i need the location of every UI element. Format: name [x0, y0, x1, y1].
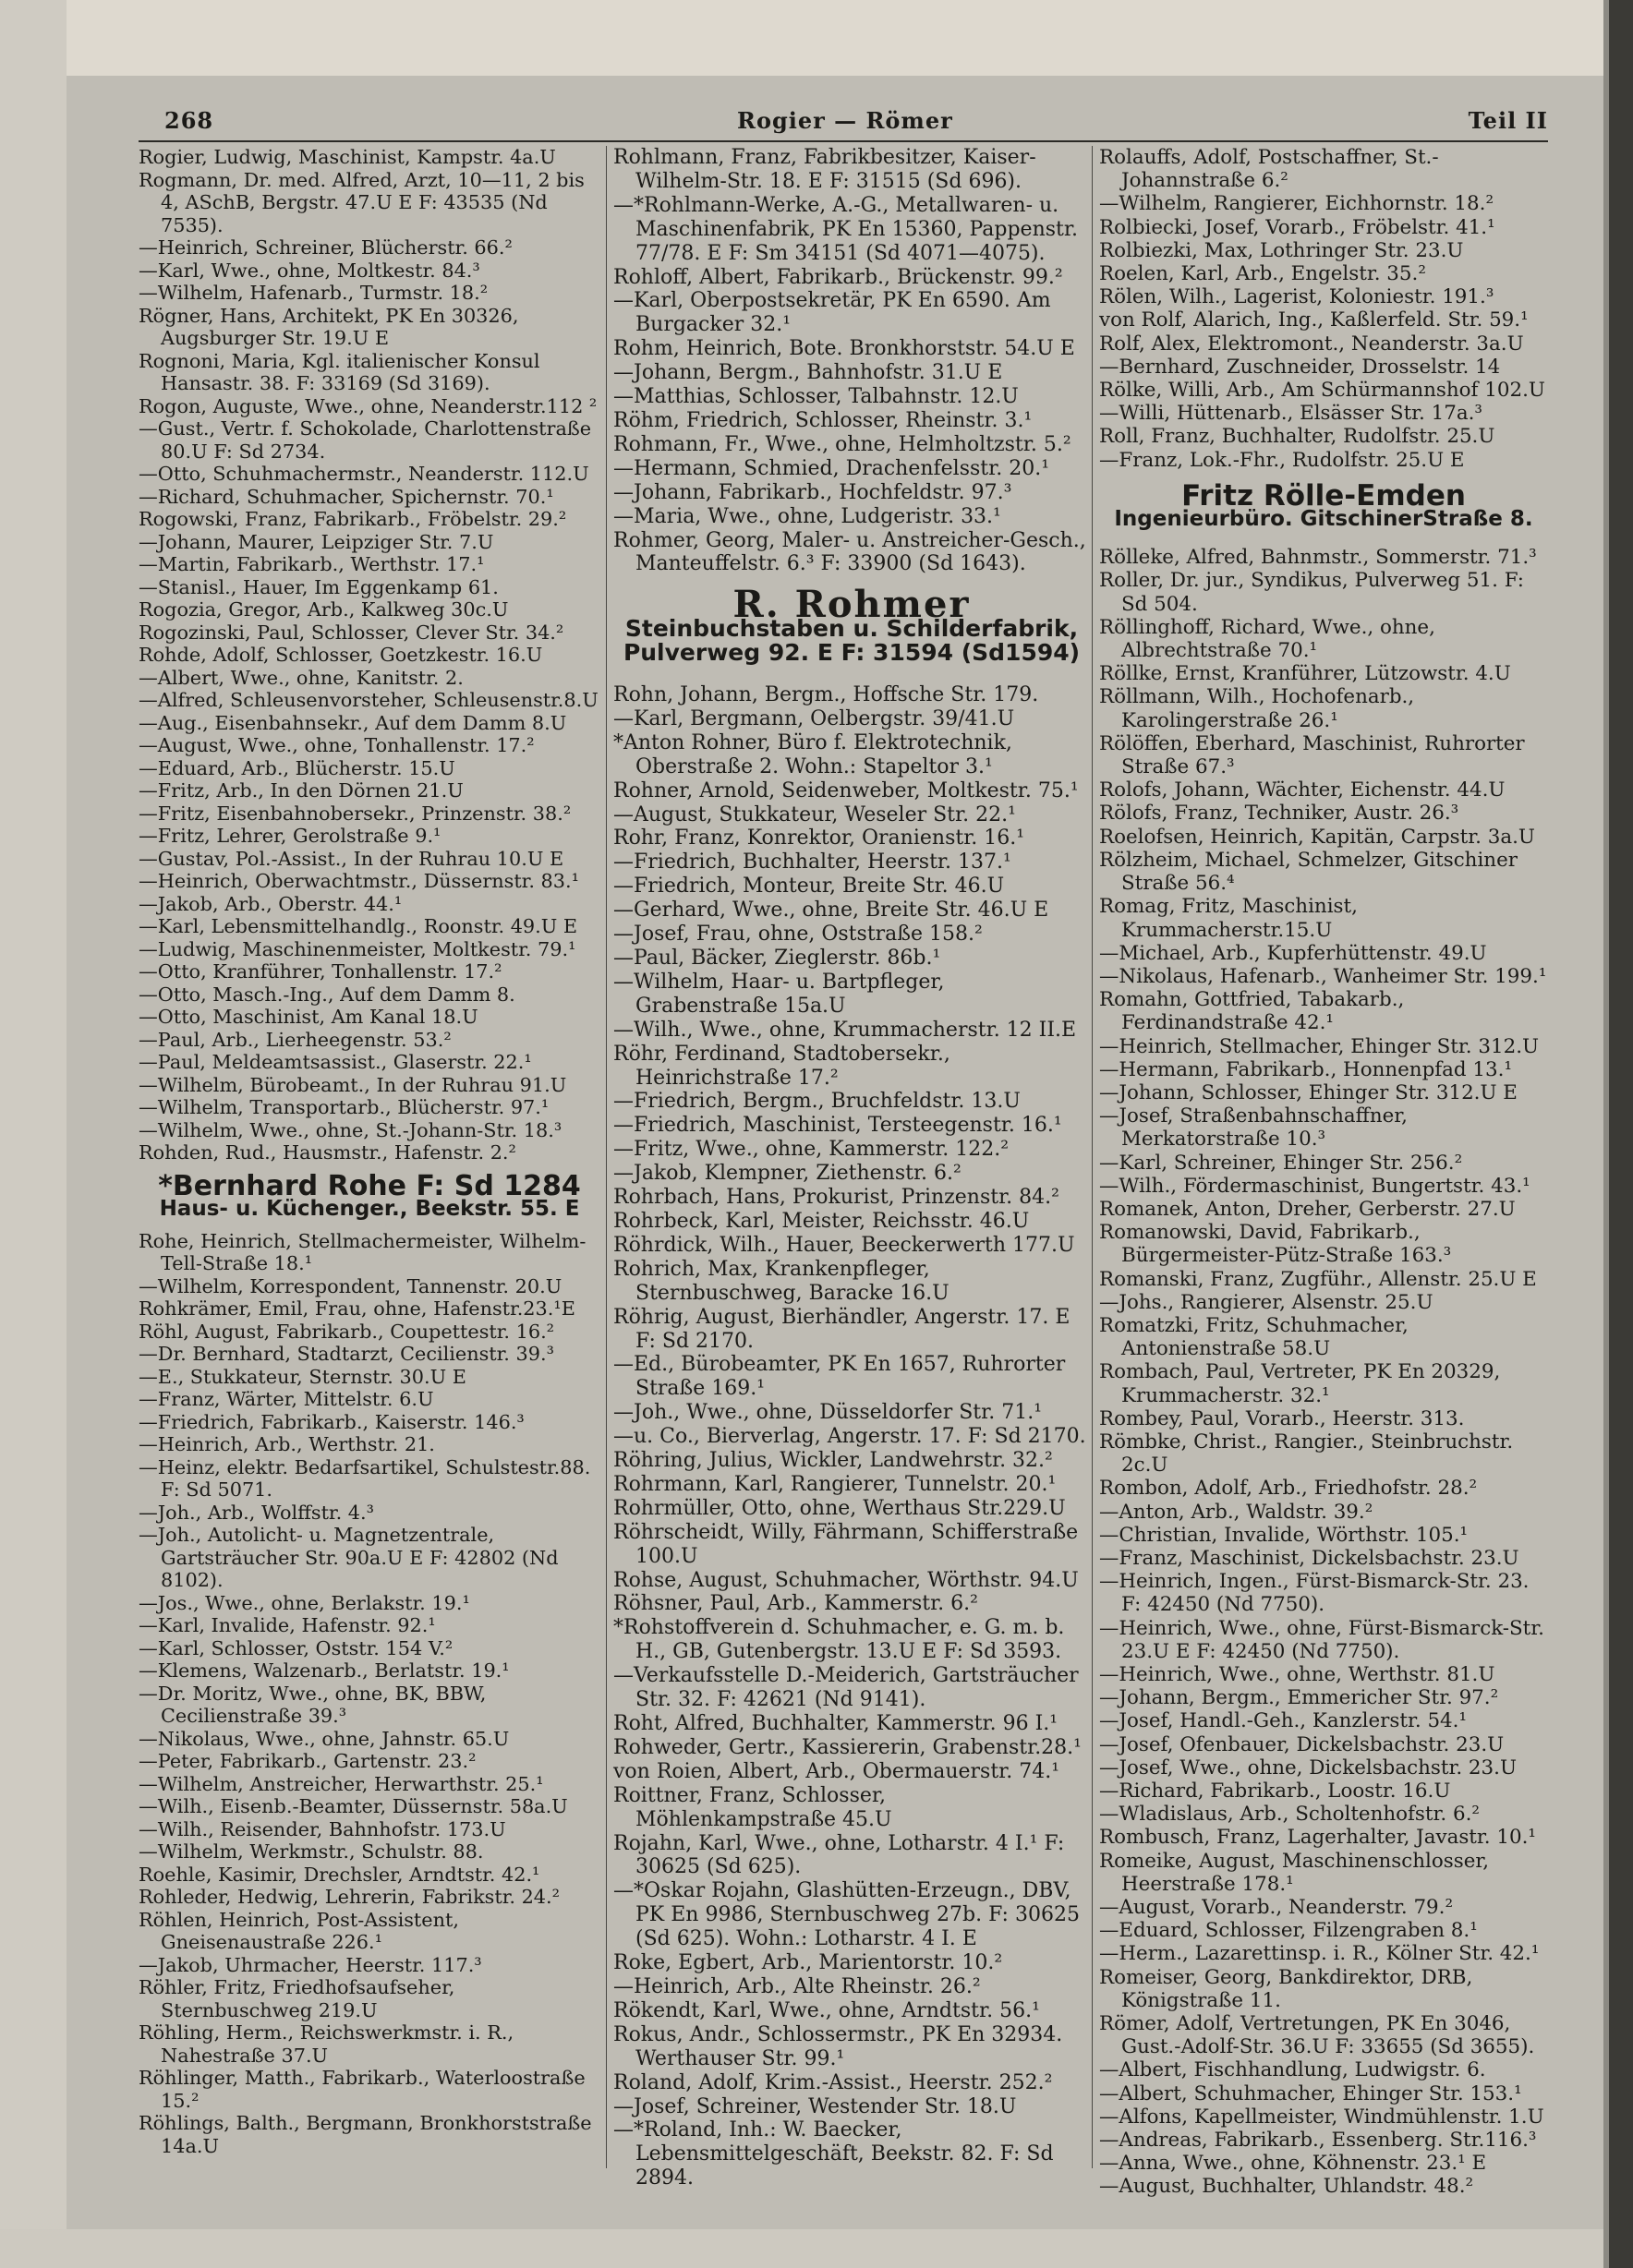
- directory-entry: —Friedrich, Buchhalter, Heerstr. 137.¹: [613, 850, 1011, 875]
- directory-entry: —Wilhelm, Anstreicher, Herwarthstr. 25.¹: [139, 1772, 544, 1795]
- directory-entry: —Karl, Oberpostsekretär, PK En 6590. Am Burgacker 32.¹: [613, 289, 1051, 337]
- advertisement: [613, 583, 1090, 667]
- directory-entry: —Karl, Schlosser, Oststr. 154 V.²: [139, 1636, 454, 1659]
- directory-entry: —*Oskar Rojahn, Glashütten-Erzeugn., DBV, PK En 9986, Sternbuschweg 27b. F: 30625 (Sd 625). Wohn.: Lotharstr. 4 I. E: [613, 1879, 1080, 1951]
- directory-entry: Röhr, Ferdinand, Stadtobersekr., Heinrichstraße 17.²: [613, 1042, 950, 1090]
- directory-entry: —Martin, Fabrikarb., Werthstr. 17.¹: [139, 553, 485, 575]
- directory-entry: Rombusch, Franz, Lagerhalter, Javastr. 10.¹: [1099, 1826, 1536, 1850]
- directory-entry: —Heinrich, Oberwachtmstr., Düssernstr. 83.¹: [139, 870, 579, 892]
- directory-entry: —Wilhelm, Haar- u. Bartpfleger, Grabenstraße 15a.U: [613, 970, 945, 1018]
- directory-entry: Rombey, Paul, Vorarb., Heerstr. 313.: [1099, 1406, 1465, 1430]
- directory-entry: —Alfons, Kapellmeister, Windmühlenstr. 1.U: [1099, 2105, 1544, 2129]
- directory-entry: Rohloff, Albert, Fabrikarb., Brückenstr. 99.²: [613, 265, 1063, 289]
- directory-entry: Rohrbeck, Karl, Meister, Reichsstr. 46.U: [613, 1209, 1030, 1233]
- directory-entry: Rohleder, Hedwig, Lehrerin, Fabrikstr. 24.²: [139, 1886, 560, 1908]
- directory-entry: —Jakob, Uhrmacher, Heerstr. 117.³: [139, 1953, 482, 1976]
- directory-entry: Rohlmann, Franz, Fabrikbesitzer, Kaiser-Wilhelm-Str. 18. E F: 31515 (Sd 696).: [613, 146, 1036, 193]
- directory-entry: —Wilhelm, Hafenarb., Turmstr. 18.²: [139, 282, 489, 304]
- directory-entry: Rogozinski, Paul, Schlosser, Clever Str. 34.²: [139, 621, 564, 644]
- directory-entry: —Josef, Schreiner, Westender Str. 18.U: [613, 2094, 1017, 2118]
- directory-entry: Rohrmann, Karl, Rangierer, Tunnelstr. 20.¹: [613, 1472, 1057, 1496]
- directory-entry: Rogozia, Gregor, Arb., Kalkweg 30c.U: [139, 598, 509, 621]
- directory-entry: —Aug., Eisenbahnsekr., Auf dem Damm 8.U: [139, 711, 567, 734]
- directory-entry: Roelen, Karl, Arb., Engelstr. 35.²: [1099, 262, 1426, 286]
- directory-entry: —Fritz, Lehrer, Gerolstraße 9.¹: [139, 825, 442, 847]
- directory-entry: Roehle, Kasimir, Drechsler, Arndtstr. 42.¹: [139, 1863, 540, 1886]
- directory-entry: —Friedrich, Monteur, Breite Str. 46.U: [613, 875, 1005, 899]
- directory-entry: —Wladislaus, Arb., Scholtenhofstr. 6.²: [1099, 1803, 1480, 1827]
- directory-entry: Röhsner, Paul, Arb., Kammerstr. 6.²: [613, 1592, 978, 1616]
- directory-entry: Röhrig, August, Bierhändler, Angerstr. 17. E F: Sd 2170.: [613, 1305, 1071, 1353]
- directory-entry: —August, Vorarb., Neanderstr. 79.²: [1099, 1896, 1454, 1920]
- directory-entry: Rohrmüller, Otto, ohne, Werthaus Str.229.U: [613, 1496, 1066, 1520]
- directory-entry: —Maria, Wwe., ohne, Ludgeristr. 33.¹: [613, 504, 1001, 528]
- directory-entry: —Gerhard, Wwe., ohne, Breite Str. 46.U E: [613, 899, 1049, 923]
- directory-entry: Romag, Fritz, Maschinist, Krummacherstr.15.U: [1099, 895, 1358, 942]
- directory-entry: Rölofs, Franz, Techniker, Austr. 26.³: [1099, 802, 1459, 826]
- directory-entry: —Nikolaus, Hafenarb., Wanheimer Str. 199.¹: [1099, 964, 1547, 988]
- directory-entry: Röhlings, Balth., Bergmann, Bronkhorststraße 14a.U: [139, 2112, 592, 2157]
- directory-entry: —Ludwig, Maschinenmeister, Moltkestr. 79.¹: [139, 937, 576, 960]
- directory-entry: —Josef, Ofenbauer, Dickelsbachstr. 23.U: [1099, 1732, 1505, 1756]
- directory-entry: Röllinghoff, Richard, Wwe., ohne, Albrechtstraße 70.¹: [1099, 615, 1435, 663]
- directory-entry: —u. Co., Bierverlag, Angerstr. 17. F: Sd 2170.: [613, 1425, 1086, 1449]
- directory-entry: —Wilhelm, Korrespondent, Tannenstr. 20.U: [139, 1274, 562, 1297]
- directory-entry: Röhler, Fritz, Friedhofsaufseher, Sternbuschweg 219.U: [139, 1976, 455, 2021]
- directory-entry: —Karl, Bergmann, Oelbergstr. 39/41.U: [613, 706, 1015, 730]
- directory-entry: Roittner, Franz, Schlosser, Möhlenkampstraße 45.U: [613, 1783, 892, 1831]
- directory-entry: —Paul, Arb., Lierheegenstr. 53.²: [139, 1028, 452, 1051]
- advertisement: [139, 1169, 600, 1221]
- directory-entry: —Christian, Invalide, Wörthstr. 105.¹: [1099, 1523, 1469, 1547]
- directory-entry: Rogmann, Dr. med. Alfred, Arzt, 10—11, 2 bis 4, ASchB, Bergstr. 47.U E F: 43535 (Nd 7535).: [139, 168, 585, 236]
- directory-entry: Rölleke, Alfred, Bahnmstr., Sommerstr. 71.³: [1099, 546, 1537, 570]
- directory-entry: Rohmer, Georg, Maler- u. Anstreicher-Gesch., Manteuffelstr. 6.³ F: 33900 (Sd 1643).: [613, 528, 1086, 576]
- scan-margin-bottom: [0, 2229, 1633, 2268]
- directory-entry: —August, Stukkateur, Weseler Str. 22.¹: [613, 802, 1016, 826]
- directory-entry: Röhring, Julius, Wickler, Landwehrstr. 32.²: [613, 1449, 1053, 1473]
- directory-entry: Rölzheim, Michael, Schmelzer, Gitschiner Straße 56.⁴: [1099, 848, 1518, 896]
- directory-entry: —Bernhard, Zuschneider, Drosselstr. 14: [1099, 355, 1501, 379]
- advertisement: [1099, 478, 1548, 532]
- directory-entry: —Otto, Maschinist, Am Kanal 18.U: [139, 1006, 478, 1028]
- directory-entry: von Roien, Albert, Arb., Obermauerstr. 74.¹: [613, 1759, 1060, 1783]
- directory-entry: —Heinrich, Wwe., ohne, Werthstr. 81.U: [1099, 1663, 1495, 1686]
- directory-entry: —Friedrich, Fabrikarb., Kaiserstr. 146.³: [139, 1410, 525, 1433]
- header-rule: [139, 140, 1548, 142]
- directory-entry: —Nikolaus, Wwe., ohne, Jahnstr. 65.U: [139, 1727, 510, 1750]
- directory-entry: Roht, Alfred, Buchhalter, Kammerstr. 96 I.¹: [613, 1712, 1058, 1735]
- directory-entry: Roll, Franz, Buchhalter, Rudolfstr. 25.U: [1099, 425, 1495, 449]
- directory-entry: —Andreas, Fabrikarb., Essenberg. Str.116.³: [1099, 2129, 1537, 2153]
- directory-entry: Rogowski, Franz, Fabrikarb., Fröbelstr. 29.²: [139, 508, 567, 530]
- directory-entry: —Fritz, Arb., In den Dörnen 21.U: [139, 779, 464, 802]
- directory-entry: —Otto, Schuhmachermstr., Neanderstr. 112.U: [139, 463, 589, 485]
- directory-entry: —Wilh., Reisender, Bahnhofstr. 173.U: [139, 1817, 506, 1840]
- directory-entry: —*Rohlmann-Werke, A.-G., Metallwaren- u. Maschinenfabrik, PK En 15360, Pappenstr. 77/78. E F: Sm 34151 (Sd 4071—4075).: [613, 193, 1078, 265]
- advertisement-detail: Ingenieurbüro. GitschinerStraße 8.: [1114, 507, 1533, 532]
- directory-entry: —Eduard, Arb., Blücherstr. 15.U: [139, 756, 455, 779]
- directory-entry: von Rolf, Alarich, Ing., Kaßlerfeld. Str. 59.¹: [1099, 308, 1529, 332]
- directory-entry: —Joh., Autolicht- u. Magnetzentrale, Gartsträucher Str. 90a.U E F: 42802 (Nd 8102).: [139, 1524, 559, 1591]
- directory-entry: —Johann, Fabrikarb., Hochfeldstr. 97.³: [613, 480, 1012, 504]
- directory-entry: Roller, Dr. jur., Syndikus, Pulverweg 51. F: Sd 504.: [1099, 569, 1525, 616]
- directory-entry: *Rohstoffverein d. Schuhmacher, e. G. m. b. H., GB, Gutenbergstr. 13.U E F: Sd 3593.: [613, 1616, 1065, 1664]
- directory-entry: —Paul, Meldeamtsassist., Glaserstr. 22.¹: [139, 1051, 532, 1073]
- directory-entry: —Josef, Handl.-Geh., Kanzlerstr. 54.¹: [1099, 1709, 1468, 1733]
- directory-entry: —Jos., Wwe., ohne, Berlakstr. 19.¹: [139, 1591, 470, 1614]
- directory-entry: Rohde, Adolf, Schlosser, Goetzkestr. 16.U: [139, 644, 543, 666]
- directory-entry: —August, Buchhalter, Uhlandstr. 48.²: [1099, 2175, 1474, 2199]
- directory-entry: Romeike, August, Maschinenschlosser, Heerstraße 178.¹: [1099, 1849, 1490, 1896]
- directory-entry: —Paul, Bäcker, Zieglerstr. 86b.¹: [613, 947, 941, 970]
- directory-entry: Röhling, Herm., Reichswerkmstr. i. R., Nahestraße 37.U: [139, 2021, 514, 2067]
- directory-entry: —Franz, Lok.-Fhr., Rudolfstr. 25.U E: [1099, 448, 1465, 472]
- directory-entry: —Friedrich, Maschinist, Tersteegenstr. 16.¹: [613, 1114, 1062, 1138]
- directory-entry: —Dr. Bernhard, Stadtarzt, Cecilienstr. 39.³: [139, 1343, 554, 1365]
- directory-entry: Rohweder, Gertr., Kassiererin, Grabenstr.28.¹: [613, 1735, 1082, 1759]
- directory-entry: Rohkrämer, Emil, Frau, ohne, Hafenstr.23.¹E: [139, 1297, 575, 1320]
- directory-entry: —Hermann, Fabrikarb., Honnenpfad 13.¹: [1099, 1057, 1513, 1081]
- directory-entry: Romanowski, David, Fabrikarb., Bürgermeister-Pütz-Straße 163.³: [1099, 1221, 1452, 1268]
- advertisement-detail: Haus- u. Küchenger., Beekstr. 55. E: [159, 1197, 580, 1221]
- directory-entry: Romanski, Franz, Zugführ., Allenstr. 25.U E: [1099, 1267, 1537, 1291]
- directory-entry: —Richard, Fabrikarb., Loostr. 16.U: [1099, 1779, 1451, 1804]
- directory-entry: —Johann, Bergm., Emmericher Str. 97.²: [1099, 1686, 1499, 1710]
- directory-entry: —Wilhelm, Bürobeamt., In der Ruhrau 91.U: [139, 1073, 567, 1096]
- column-1: [139, 146, 600, 2157]
- part-label: Teil II: [1468, 107, 1548, 134]
- directory-entry: —Josef, Straßenbahnschaffner, Merkatorstraße 10.³: [1099, 1104, 1408, 1152]
- advertisement-name: *Bernhard Rohe F: Sd 1284: [158, 1169, 581, 1202]
- directory-entry: Rolofs, Johann, Wächter, Eichenstr. 44.U: [1099, 778, 1506, 802]
- directory-entry: Romanek, Anton, Dreher, Gerberstr. 27.U: [1099, 1197, 1516, 1221]
- advertisement-name: Fritz Rölle-Emden: [1181, 478, 1466, 513]
- directory-entry: —Albert, Fischhandlung, Ludwigstr. 6.: [1099, 2058, 1486, 2082]
- directory-entry: —Franz, Wärter, Mittelstr. 6.U: [139, 1388, 434, 1410]
- directory-entry: —Heinrich, Stellmacher, Ehinger Str. 312.U: [1099, 1034, 1540, 1058]
- column-divider: [606, 146, 607, 2168]
- directory-entry: —Richard, Schuhmacher, Spichernstr. 70.¹: [139, 485, 554, 508]
- directory-entry: —Josef, Frau, ohne, Oststraße 158.²: [613, 923, 983, 947]
- directory-entry: Rohn, Johann, Bergm., Hoffsche Str. 179.: [613, 683, 1039, 707]
- directory-entry: Rohmann, Fr., Wwe., ohne, Helmholtzstr. 5.²: [613, 432, 1071, 456]
- running-header: [164, 107, 1548, 142]
- directory-entry: —Stanisl., Hauer, Im Eggenkamp 61.: [139, 575, 499, 598]
- directory-entry: —Wilh., Fördermaschinist, Bungertstr. 43.¹: [1099, 1174, 1530, 1198]
- directory-entry: —Karl, Schreiner, Ehinger Str. 256.²: [1099, 1151, 1463, 1175]
- directory-entry: Rohner, Arnold, Seidenweber, Moltkestr. 75.¹: [613, 778, 1079, 802]
- directory-entry: —Albert, Wwe., ohne, Kanitstr. 2.: [139, 666, 464, 689]
- directory-entry: —Albert, Schuhmacher, Ehinger Str. 153.¹: [1099, 2081, 1522, 2105]
- directory-entry: Rombach, Paul, Vertreter, PK En 20329, Krummacherstr. 32.¹: [1099, 1360, 1501, 1407]
- column-3: [1099, 146, 1548, 2199]
- directory-entry: Romatzki, Fritz, Schuhmacher, Antonienstraße 58.U: [1099, 1313, 1409, 1361]
- directory-entry: —Wilhelm, Rangierer, Eichhornstr. 18.²: [1099, 192, 1494, 216]
- directory-entry: —Anna, Wwe., ohne, Köhnenstr. 23.¹ E: [1099, 2152, 1487, 2176]
- directory-entry: Röhrscheidt, Willy, Fährmann, Schifferstraße 100.U: [613, 1520, 1079, 1568]
- directory-entry: —Fritz, Eisenbahnobersekr., Prinzenstr. 38.²: [139, 802, 572, 825]
- directory-entry: Rölen, Wilh., Lagerist, Koloniestr. 191.³: [1099, 285, 1494, 309]
- directory-entry: —Heinrich, Ingen., Fürst-Bismarck-Str. 23. F: 42450 (Nd 7750).: [1099, 1570, 1530, 1617]
- scan-margin-left: [0, 0, 67, 2268]
- directory-entry: —Franz, Maschinist, Dickelsbachstr. 23.U: [1099, 1546, 1519, 1570]
- advertisement-detail: Steinbuchstaben u. Schilderfabrik, Pulverweg 92. E F: 31594 (Sd1594): [623, 615, 1081, 667]
- directory-entry: —Wilhelm, Wwe., ohne, St.-Johann-Str. 18.³: [139, 1118, 562, 1141]
- directory-entry: —Fritz, Wwe., ohne, Kammerstr. 122.²: [613, 1138, 1010, 1162]
- directory-entry: —Wilhelm, Transportarb., Blücherstr. 97.¹: [139, 1096, 550, 1118]
- directory-entry: Rökendt, Karl, Wwe., ohne, Arndtstr. 56.¹: [613, 1998, 1040, 2022]
- directory-entry: Rohrbach, Hans, Prokurist, Prinzenstr. 84.²: [613, 1186, 1059, 1210]
- directory-entry: Rohse, August, Schuhmacher, Wörthstr. 94.U: [613, 1568, 1079, 1592]
- directory-entry: —Michael, Arb., Kupferhüttenstr. 49.U: [1099, 941, 1487, 965]
- directory-entry: Röhlen, Heinrich, Post-Assistent, Gneisenaustraße 226.¹: [139, 1908, 459, 1953]
- page-number: 268: [164, 107, 214, 134]
- directory-entry: —Johann, Schlosser, Ehinger Str. 312.U E: [1099, 1080, 1518, 1104]
- directory-entry: —Dr. Moritz, Wwe., ohne, BK, BBW, Cecilienstraße 39.³: [139, 1682, 487, 1727]
- directory-entry: —Alfred, Schleusenvorsteher, Schleusenstr.8.U: [139, 689, 599, 711]
- directory-entry: Rohr, Franz, Konrektor, Oranienstr. 16.¹: [613, 826, 1025, 850]
- directory-entry: Röllmann, Wilh., Hochofenarb., Karolingerstraße 26.¹: [1099, 685, 1415, 732]
- directory-entry: —Gust., Vertr. f. Schokolade, Charlottenstraße 80.U F: Sd 2734.: [139, 417, 592, 463]
- directory-entry: Roland, Adolf, Krim.-Assist., Heerstr. 252.²: [613, 2070, 1053, 2094]
- directory-entry: Röhl, August, Fabrikarb., Coupettestr. 16.²: [139, 1320, 555, 1343]
- directory-entry: —Peter, Fabrikarb., Gartenstr. 23.²: [139, 1750, 477, 1772]
- directory-entry: Röhm, Friedrich, Schlosser, Rheinstr. 3.¹: [613, 408, 1033, 432]
- scan-margin-top: [0, 0, 1633, 76]
- directory-entry: —Herm., Lazarettinsp. i. R., Kölner Str. 42.¹: [1099, 1942, 1540, 1966]
- directory-entry: —Karl, Invalide, Hafenstr. 92.¹: [139, 1614, 436, 1636]
- directory-entry: Rohe, Heinrich, Stellmachermeister, Wilhelm-Tell-Straße 18.¹: [139, 1229, 587, 1274]
- directory-entry: —*Roland, Inh.: W. Baecker, Lebensmittelgeschäft, Beekstr. 82. F: Sd 2894.: [613, 2118, 1054, 2190]
- directory-entry: —Ed., Bürobeamter, PK En 1657, Ruhrorter Straße 169.¹: [613, 1353, 1066, 1401]
- directory-entry: —Joh., Arb., Wolffstr. 4.³: [139, 1501, 374, 1524]
- directory-entry: —Otto, Kranführer, Tonhallenstr. 17.²: [139, 960, 502, 983]
- directory-entry: Romahn, Gottfried, Tabakarb., Ferdinandstraße 42.¹: [1099, 988, 1405, 1035]
- directory-entry: —Johann, Maurer, Leipziger Str. 7.U: [139, 530, 494, 553]
- directory-entry: Rolbiezki, Max, Lothringer Str. 23.U: [1099, 238, 1464, 262]
- directory-entry: —Heinrich, Arb., Werthstr. 21.: [139, 1433, 435, 1455]
- directory-entry: Rohm, Heinrich, Bote. Bronkhorststr. 54.U E: [613, 337, 1075, 361]
- column-2: [613, 146, 1090, 2190]
- directory-entry: Rolauffs, Adolf, Postschaffner, St.-Johannstraße 6.²: [1099, 146, 1439, 193]
- directory-entry: Rohrich, Max, Krankenpfleger, Sternbuschweg, Baracke 16.U: [613, 1257, 950, 1305]
- directory-entry: —Wilh., Eisenb.-Beamter, Düssernstr. 58a.U: [139, 1795, 568, 1817]
- directory-entry: —Wilhelm, Werkmstr., Schulstr. 88.: [139, 1840, 484, 1863]
- directory-entry: —Karl, Lebensmittelhandlg., Roonstr. 49.U E: [139, 915, 578, 937]
- directory-entry: —Jakob, Klempner, Ziethenstr. 6.²: [613, 1162, 962, 1186]
- directory-entry: —Heinrich, Schreiner, Blücherstr. 66.²: [139, 236, 513, 259]
- advertisement-name: R. Rohmer: [732, 583, 971, 627]
- directory-entry: Röhlinger, Matth., Fabrikarb., Waterloostraße 15.²: [139, 2067, 586, 2112]
- directory-entry: Rögner, Hans, Architekt, PK En 30326, Augsburger Str. 19.U E: [139, 304, 519, 349]
- directory-entry: —Verkaufsstelle D.-Meiderich, Gartsträucher Str. 32. F: 42621 (Nd 9141).: [613, 1664, 1079, 1712]
- directory-entry: —Otto, Masch.-Ing., Auf dem Damm 8.: [139, 983, 515, 1006]
- directory-entry: Röllke, Ernst, Kranführer, Lützowstr. 4.U: [1099, 662, 1511, 686]
- directory-entry: —Friedrich, Bergm., Bruchfeldstr. 13.U: [613, 1090, 1021, 1114]
- directory-entry: —Josef, Wwe., ohne, Dickelsbachstr. 23.U: [1099, 1755, 1517, 1779]
- directory-entry: Rolbiecki, Josef, Vorarb., Fröbelstr. 41.¹: [1099, 215, 1495, 239]
- directory-entry: —Hermann, Schmied, Drachenfelsstr. 20.¹: [613, 456, 1050, 480]
- directory-entry: Römer, Adolf, Vertretungen, PK En 3046, Gust.-Adolf-Str. 36.U F: 33655 (Sd 3655).: [1099, 2012, 1535, 2059]
- directory-entry: Roelofsen, Heinrich, Kapitän, Carpstr. 3a.U: [1099, 825, 1535, 849]
- directory-entry: Rolf, Alex, Elektromont., Neanderstr. 3a.U: [1099, 332, 1524, 356]
- directory-entry: —Eduard, Schlosser, Filzengraben 8.¹: [1099, 1919, 1478, 1943]
- column-divider: [1092, 146, 1093, 2168]
- directory-entry: Rohden, Rud., Hausmstr., Hafenstr. 2.²: [139, 1141, 516, 1164]
- directory-entry: Rombon, Adolf, Arb., Friedhofstr. 28.²: [1099, 1477, 1478, 1501]
- directory-entry: —Gustav, Pol.-Assist., In der Ruhrau 10.U E: [139, 847, 564, 870]
- directory-entry: Romeiser, Georg, Bankdirektor, DRB, Königstraße 11.: [1099, 1965, 1473, 2012]
- directory-entry: —Johann, Bergm., Bahnhofstr. 31.U E: [613, 361, 1003, 385]
- directory-entry: Röhrdick, Wilh., Hauer, Beeckerwerth 177.U: [613, 1233, 1075, 1257]
- directory-entry: —Joh., Wwe., ohne, Düsseldorfer Str. 71.¹: [613, 1401, 1043, 1425]
- directory-entry: Rogon, Auguste, Wwe., ohne, Neanderstr.112 ²: [139, 394, 598, 417]
- directory-entry: —Heinz, elektr. Bedarfsartikel, Schulstestr.88. F: Sd 5071.: [139, 1455, 591, 1501]
- directory-entry: Rölke, Willi, Arb., Am Schürmannshof 102.U: [1099, 379, 1545, 403]
- directory-entry: —Willi, Hüttenarb., Elsässer Str. 17a.³: [1099, 402, 1482, 426]
- page-title: Rogier — Römer: [737, 107, 953, 134]
- directory-entry: Römbke, Christ., Rangier., Steinbruchstr. 2c.U: [1099, 1430, 1514, 1478]
- directory-entry: Rojahn, Karl, Wwe., ohne, Lotharstr. 4 I.¹ F: 30625 (Sd 625).: [613, 1831, 1065, 1879]
- directory-entry: —Heinrich, Wwe., ohne, Fürst-Bismarck-Str. 23.U E F: 42450 (Nd 7750).: [1099, 1616, 1544, 1663]
- directory-entry: —August, Wwe., ohne, Tonhallenstr. 17.²: [139, 734, 535, 756]
- directory-entry: —Anton, Arb., Waldstr. 39.²: [1099, 1500, 1373, 1524]
- directory-entry: —Wilh., Wwe., ohne, Krummacherstr. 12 II.E: [613, 1018, 1077, 1042]
- directory-entry: —E., Stukkateur, Sternstr. 30.U E: [139, 1365, 466, 1388]
- directory-entry: —Jakob, Arb., Oberstr. 44.¹: [139, 892, 403, 915]
- directory-entry: *Anton Rohner, Büro f. Elektrotechnik, Oberstraße 2. Wohn.: Stapeltor 3.¹: [613, 730, 1012, 778]
- directory-entry: Rokus, Andr., Schlossermstr., PK En 32934. Werthauser Str. 99.¹: [613, 2022, 1063, 2070]
- directory-entry: —Matthias, Schlosser, Talbahnstr. 12.U: [613, 385, 1019, 409]
- directory-entry: —Johs., Rangierer, Alsenstr. 25.U: [1099, 1290, 1433, 1314]
- directory-entry: —Klemens, Walzenarb., Berlatstr. 19.¹: [139, 1659, 510, 1682]
- directory-entry: Roke, Egbert, Arb., Marientorstr. 10.²: [613, 1951, 1003, 1975]
- directory-entry: Rogier, Ludwig, Maschinist, Kampstr. 4a.U: [139, 146, 556, 168]
- directory-entry: Rölöffen, Eberhard, Maschinist, Ruhrorter Straße 67.³: [1099, 731, 1525, 779]
- directory-entry: Rognoni, Maria, Kgl. italienischer Konsul Hansastr. 38. F: 33169 (Sd 3169).: [139, 349, 540, 394]
- directory-entry: —Heinrich, Arb., Alte Rheinstr. 26.²: [613, 1974, 981, 1998]
- directory-entry: —Karl, Wwe., ohne, Moltkestr. 84.³: [139, 259, 480, 282]
- book-edge: [1609, 0, 1633, 2268]
